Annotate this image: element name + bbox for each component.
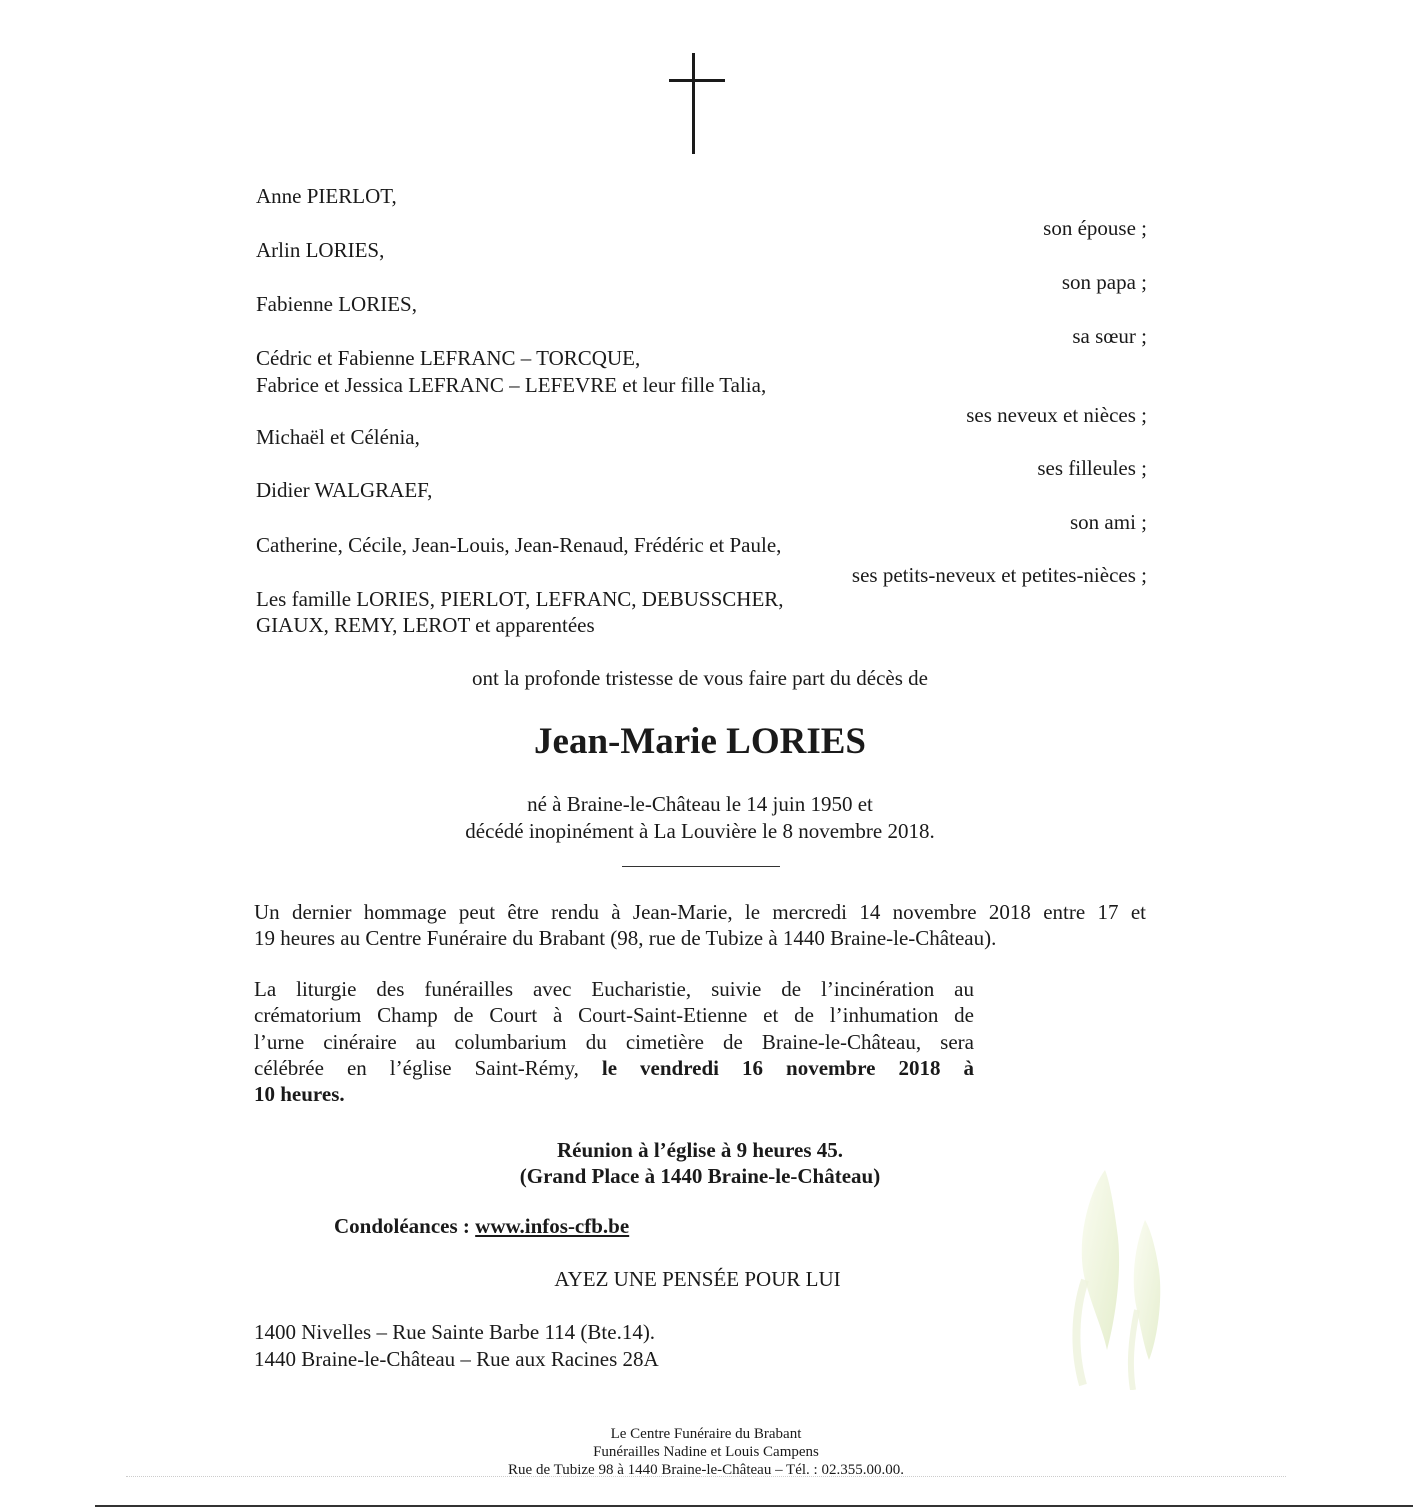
birth-line: né à Braine-le-Château le 14 juin 1950 et [527,792,873,816]
condoleances-label: Condoléances : [334,1214,476,1238]
hommage-line-1: Un dernier hommage peut être rendu à Jean-Marie, le mercredi 14 novembre 2018 entre 17 et [254,900,1146,924]
liturgy-plain: célébrée en l’église Saint-Rémy, [254,1056,602,1080]
cross-icon [692,53,695,154]
condoleances [334,1214,629,1239]
footer-dotted-line [126,1476,1286,1477]
bottom-border [95,1505,1413,1507]
family-name-4a: Cédric et Fabienne LEFRANC – TORCQUE, [256,346,641,370]
liturgy-line-1: La liturgie des funérailles avec Eucharistie, suivie de l’incinération au [254,977,974,1001]
family-relation-2: son papa ; [1061,270,1147,294]
deceased-name: Jean-Marie LORIES [534,721,866,762]
death-line: décédé inopinément à La Louvière le 8 novembre 2018. [465,819,935,843]
family-name-5: Michaël et Célénia, [256,425,420,449]
address-1: 1400 Nivelles – Rue Sainte Barbe 114 (Bte.14). [254,1320,656,1344]
family-name-2: Arlin LORIES, [256,238,385,262]
condoleances-link[interactable]: www.infos-cfb.be [475,1214,630,1238]
liturgy-line-4 [254,1056,974,1081]
family-name-1: Anne PIERLOT, [256,184,397,208]
pensee: AYEZ UNE PENSÉE POUR LUI [554,1267,841,1291]
family-relation-6: son ami ; [1070,510,1147,534]
liturgy-date: le vendredi 16 novembre 2018 à [601,1056,974,1080]
family-relation-4: ses neveux et nièces ; [966,403,1147,427]
footer-line-2: Funérailles Nadine et Louis Campens [593,1444,819,1460]
family-name-6: Didier WALGRAEF, [256,478,433,502]
family-name-3: Fabienne LORIES, [256,292,417,316]
reunion-line-2: (Grand Place à 1440 Braine-le-Château) [519,1164,881,1188]
family-name-7: Catherine, Cécile, Jean-Louis, Jean-Renaud, Frédéric et Paule, [256,533,782,557]
announcement: ont la profonde tristesse de vous faire part du décès de [471,666,928,690]
family-relation-1: son épouse ; [1043,216,1147,240]
footer-line-3: Rue de Tubize 98 à 1440 Braine-le-Château – Tél. : 02.355.00.00. [508,1462,904,1478]
family-name-4b: Fabrice et Jessica LEFRANC – LEFEVRE et leur fille Talia, [256,373,767,397]
reunion-line-1: Réunion à l’église à 9 heures 45. [556,1138,844,1162]
liturgy-time: 10 heures. [254,1082,345,1106]
families-line-2: GIAUX, REMY, LEROT et apparentées [256,613,595,637]
address-2: 1440 Braine-le-Château – Rue aux Racines 28A [254,1347,659,1371]
family-relation-3: sa sœur ; [1072,324,1147,348]
family-relation-7: ses petits-neveux et petites-nièces ; [851,563,1147,587]
liturgy-line-3: l’urne cinéraire au columbarium du cimetière de Braine-le-Château, sera [254,1030,974,1054]
family-relation-5: ses filleules ; [1037,456,1147,480]
flower-icon [1045,1150,1205,1390]
footer-line-1: Le Centre Funéraire du Brabant [610,1426,802,1442]
cross-icon-bar [669,79,725,82]
liturgy-line-2: crématorium Champ de Court à Court-Saint-Etienne et de l’inhumation de [254,1003,974,1027]
divider [622,866,780,867]
hommage-line-2: 19 heures au Centre Funéraire du Brabant (98, rue de Tubize à 1440 Braine-le-Château). [254,926,997,950]
families-line-1: Les famille LORIES, PIERLOT, LEFRANC, DEBUSSCHER, [256,587,784,611]
